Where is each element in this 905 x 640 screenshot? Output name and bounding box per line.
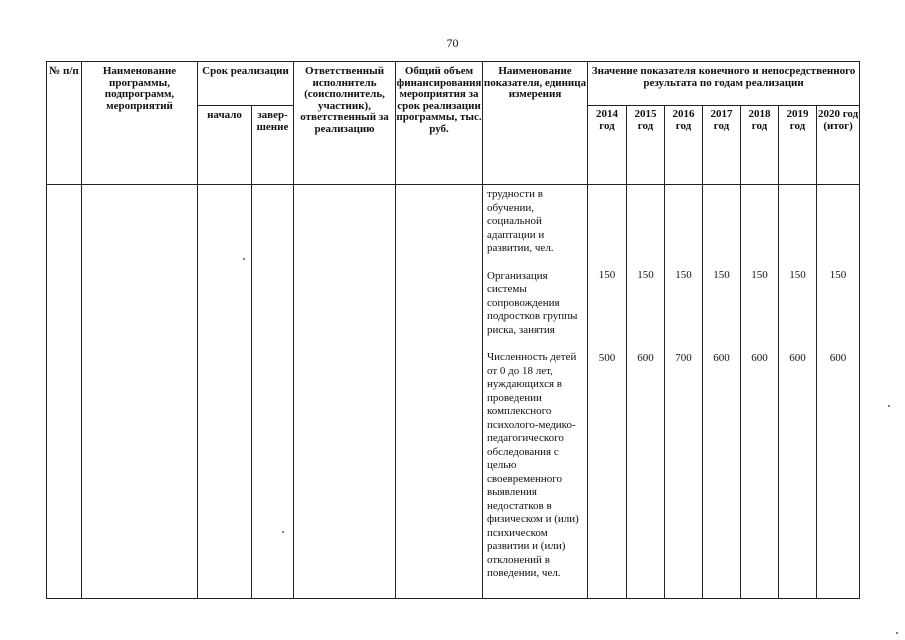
cell-volume: [396, 185, 483, 599]
cell-num: [47, 185, 82, 599]
value-2019-row2: 600: [789, 352, 806, 364]
header-executor: Ответственный исполнитель (соисполнитель, участник), ответственный за реализацию: [294, 62, 396, 185]
header-term: Срок реализации: [198, 62, 294, 106]
cell-values-2018: [741, 185, 779, 599]
value-2020-row2: 600: [829, 352, 847, 364]
cell-values-2015: [627, 185, 665, 599]
value-2016-row2: 700: [675, 352, 692, 364]
indicator-text: трудности в обучении, социальной адаптации и развитии, чел.: [487, 188, 554, 254]
cell-term-end: [252, 185, 294, 599]
scan-speck: [896, 632, 898, 634]
header-row-1: [47, 62, 860, 106]
scan-speck: [888, 405, 890, 407]
scan-speck: [243, 258, 245, 260]
header-year-2020: 2020 год (итог): [817, 106, 860, 185]
cell-values-2017: [703, 185, 741, 599]
table-row: [47, 185, 860, 599]
value-2015-row2: 600: [637, 352, 654, 364]
cell-values-2016: [665, 185, 703, 599]
header-year-2014: 2014 год: [588, 106, 627, 185]
header-values-group: Значение показателя конечного и непосредственного результата по годам реализации: [588, 62, 860, 106]
cell-values-2019: [779, 185, 817, 599]
value-2020-row1: 150: [829, 269, 847, 281]
header-year-2017: 2017 год: [703, 106, 741, 185]
value-2017-row2: 600: [713, 352, 730, 364]
cell-name: [82, 185, 198, 599]
header-term-start: начало: [198, 106, 252, 185]
cell-indicators: [483, 185, 588, 599]
header-indicator: Наименование показателя, единица измерения: [483, 62, 588, 185]
header-num: № п/п: [47, 62, 82, 185]
value-2018-row2: 600: [751, 352, 768, 364]
header-year-2015: 2015 год: [627, 106, 665, 185]
cell-term-start: [198, 185, 252, 599]
indicator-text: Численность детей от 0 до 18 лет, нуждающихся в проведении комплексного психолого-медико-педагогического обследования с целью своевременного выявления недостатков в физическом и (или) психическом развитии и (или) отклонений в поведении, чел.: [487, 351, 579, 579]
page-number: 70: [446, 36, 459, 50]
value-2019-row1: 150: [789, 269, 806, 281]
header-year-2019: 2019 год: [779, 106, 817, 185]
cell-values-2014: [588, 185, 627, 599]
cell-executor: [294, 185, 396, 599]
value-2016-row1: 150: [675, 269, 692, 281]
header-year-2016: 2016 год: [665, 106, 703, 185]
value-2015-row1: 150: [637, 269, 654, 281]
value-2018-row1: 150: [751, 269, 768, 281]
cell-values-2020: [817, 185, 860, 599]
header-volume: Общий объем финансирования мероприятия за срок реализации программы, тыс. руб.: [396, 62, 483, 185]
scan-speck: [282, 531, 284, 533]
header-name: Наименование программы, подпрограмм, мероприятий: [82, 62, 198, 185]
header-term-end: завер-шение: [252, 106, 294, 185]
program-table: [46, 61, 860, 599]
indicator-text: Организация системы сопровождения подростков группы риска, занятия: [487, 269, 578, 336]
value-2014-row2: 500: [598, 352, 616, 364]
value-2014-row1: 150: [598, 269, 616, 281]
value-2017-row1: 150: [713, 269, 730, 281]
header-year-2018: 2018 год: [741, 106, 779, 185]
